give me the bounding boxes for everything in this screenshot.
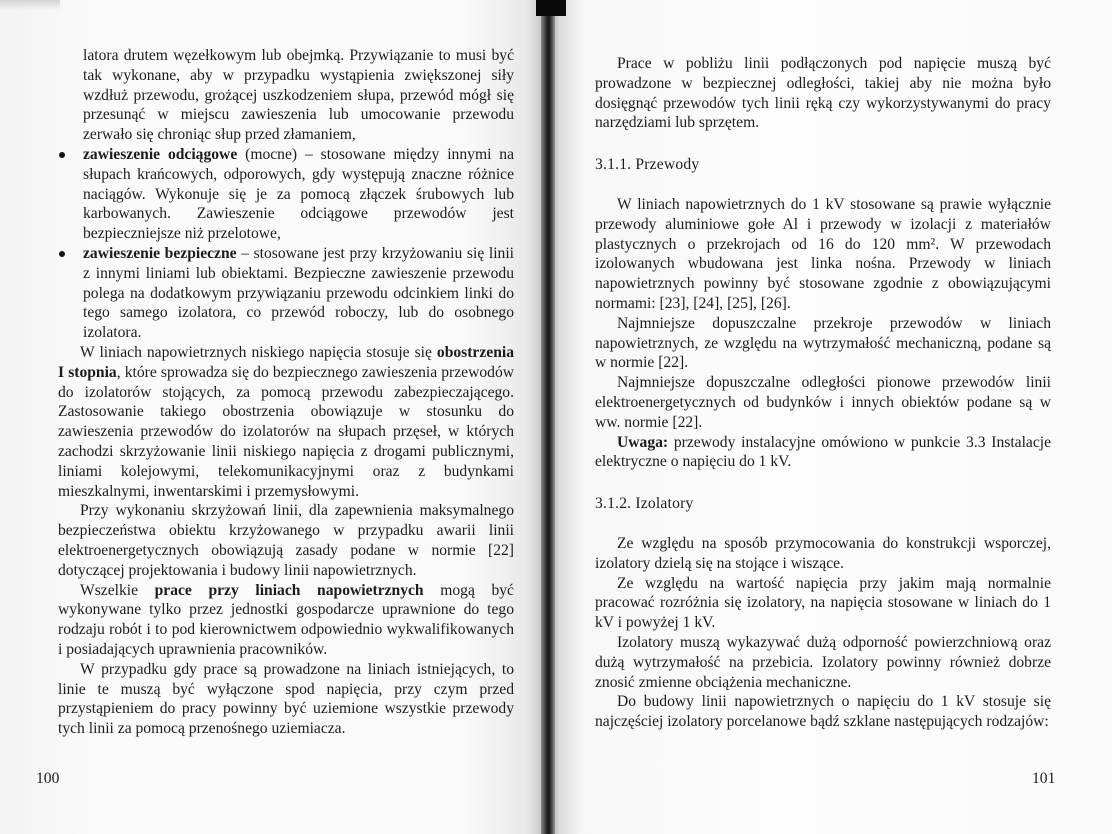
term-bezpieczne: zawieszenie bezpieczne <box>83 244 237 262</box>
paragraph-intro: Prace w pobliżu linii podłączonych pod napięcie muszą być prowadzone w bezpiecznej odległości, takiej aby nie można było dosięgnąć przewodów tych linii ręką czy wykorzystywanymi do pracy narzędziami lub sprzętem. <box>595 55 1051 132</box>
uwaga-text: przewody instalacyjne omówiono w punkcie 3.3 Instalacje elektryczne o napięciu do 1 kV. <box>595 433 1051 471</box>
paragraph-przewody-1: W liniach napowietrznych do 1 kV stosowane są prawie wyłącznie przewody aluminiowe gołe Al i przewody w izolacji z materiałów plastycznych o przekrojach od 16 do 120 mm². W przewodach izolowanych wbudowana jest linka nośna. Przewody w liniach napowietrznych powinny być stosowane zgodnie z obowiązującymi normami: [23], [24], [25], [26]. <box>595 195 1051 312</box>
paragraph-continuation: latora drutem węzełkowym lub obejmką. Przywiązanie to musi być tak wykonane, aby w przypadku wystąpienia zwiększonej siły wzdłuż przewodu, grożącej uszkodzeniem słupa, przewód mógł się przesunąć w miejscu zawieszenia lub umocowanie przewodu zerwało się chroniąc słup przed złamaniem, <box>83 47 514 144</box>
paragraph-uwaga <box>595 433 1051 473</box>
left-page-text <box>58 46 514 739</box>
book-spine <box>541 0 555 834</box>
prace-bold: prace przy liniach napowietrznych <box>154 581 424 599</box>
paragraph-uziemiacz: W przypadku gdy prace są prowadzone na liniach istniejących, to linie te muszą być wyłączone spod napięcia, przy czym przed przystąpieniem do pracy powinny być uziemione wszystkie przewody tych linii za pomocą przenośnego uziemiacza. <box>58 660 514 738</box>
section-heading-przewody: 3.1.1. Przewody <box>595 156 700 174</box>
obostrzenie-bold: obostrzenia I stopnia <box>58 343 514 381</box>
desc-odciagowe: (mocne) – stosowane między innymi na słupach krańcowych, odporowych, gdy występują znaczne różnice naciągów. Wykonuje się je za pomocą złączek śrubowych lub karbowanych. Zawieszenie odciągowe przewodów jest bezpieczniejsze niż przelotowe, <box>83 145 515 243</box>
spine-top-shadow <box>536 0 566 16</box>
obostrzenie-before: W liniach napowietrznych niskiego napięcia stosuje się <box>80 343 437 361</box>
section-heading-izolatory: 3.1.2. Izolatory <box>595 495 694 513</box>
right-page-text <box>595 54 1051 732</box>
paragraph-przewody-3: Najmniejsze dopuszczalne odległości pionowe przewodów linii elektroenergetycznych od budynków i innych obiektów podane są w ww. normie [22]. <box>595 374 1051 431</box>
prace-before: Wszelkie <box>80 581 155 599</box>
paragraph-prace <box>58 581 514 660</box>
page-number-left: 100 <box>36 770 60 787</box>
paragraph-przewody-2: Najmniejsze dopuszczalne przekroje przewodów w liniach napowietrznych, ze względu na wytrzymałość mechaniczną, podane są w normie [22]. <box>595 314 1051 372</box>
prace-after: mogą być wykonywane tylko przez jednostki gospodarcze uprawnione do tego rodzaju robót i to pod kierownictwem odpowiednio wykwalifikowanych i posiadających uprawnienia pracowników. <box>58 581 514 658</box>
paragraph-obostrzenie <box>58 343 514 501</box>
list-item-odciagowe <box>58 145 514 244</box>
suspension-types-list <box>58 145 514 343</box>
list-item-bezpieczne <box>58 244 514 343</box>
page-number-right: 101 <box>1032 770 1056 787</box>
term-odciagowe: zawieszenie odciągowe <box>83 145 238 163</box>
paragraph-izolatory-3: Izolatory muszą wykazywać dużą odporność powierzchniową oraz dużą wytrzymałość na przebicia. Izolatory powinny również dobrze znosić zmienne obciążenia mechaniczne. <box>595 633 1051 691</box>
paragraph-izolatory-2: Ze względu na wartość napięcia przy jakim mają normalnie pracować rozróżnia się izolatory, na napięcia stosowane w liniach do 1 kV i powyżej 1 kV. <box>595 574 1051 632</box>
obostrzenie-after: , które sprowadza się do bezpiecznego zawieszenia przewodów do izolatorów stojących, za pomocą przewodu zabezpieczającego. Zastosowanie takiego obostrzenia obowiązuje w stosunku do zawieszenia przewodów do izolatorów na słupach przęseł, w których zachodzi skrzyżowanie linii niskiego napięcia z drogami publicznymi, liniami kolejowymi, telekomunikacyjnymi oraz z budynkami mieszkalnymi, inwentarskimi i przemysłowymi. <box>58 363 515 500</box>
paragraph-izolatory-1: Ze względu na sposób przymocowania do konstrukcji wsporczej, izolatory dzielą się na stojące i wiszące. <box>595 534 1051 572</box>
uwaga-label: Uwaga: <box>617 433 669 451</box>
paragraph-izolatory-4: Do budowy linii napowietrznych o napięciu do 1 kV stosuje się najczęściej izolatory porcelanowe bądź szklane następujących rodzajów: <box>595 693 1051 731</box>
scan-shadow <box>0 0 60 10</box>
desc-bezpieczne: – stosowane jest przy krzyżowaniu się linii z innymi liniami lub obiektami. Bezpieczne zawieszenie przewodu polega na dodatkowym przywiązaniu przewodu odcinkiem linki do tego samego izolatora, co przewód roboczy, lub do osobnego izolatora. <box>83 244 514 342</box>
paragraph-skrzyzowania: Przy wykonaniu skrzyżowań linii, dla zapewnienia maksymalnego bezpieczeństwa obiektu krzyżowanego w przypadku awarii linii elektroenergetycznych obowiązują zasady podane w normie [22] dotyczącej projektowania i budowy linii napowietrznych. <box>58 502 514 579</box>
